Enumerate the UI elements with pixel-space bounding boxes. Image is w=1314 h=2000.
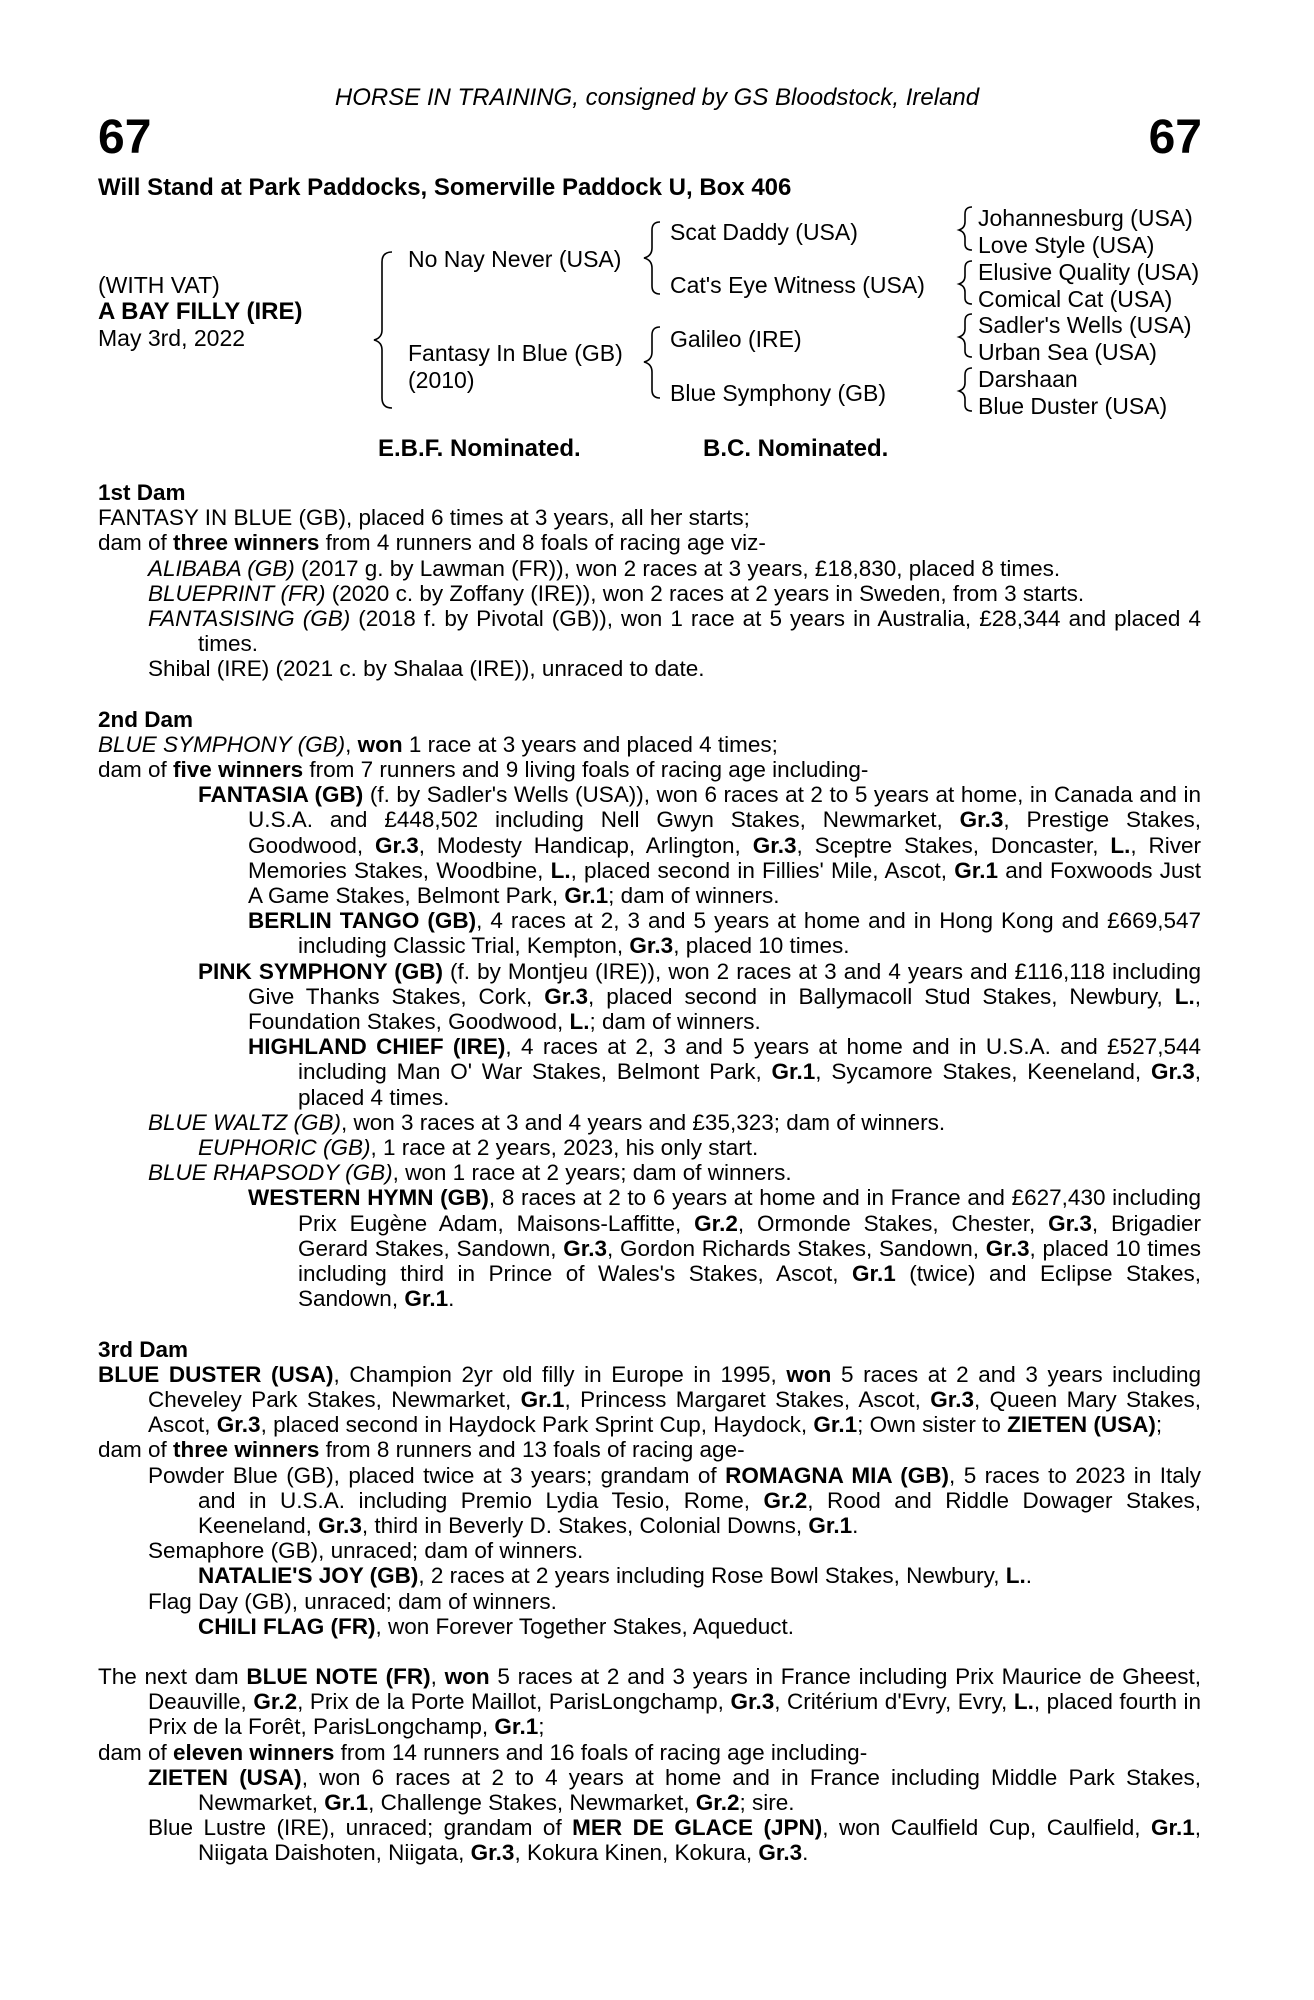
next-dam-line: The next dam BLUE NOTE (FR), won 5 races at 2 and 3 years in France including Prix Maurice de Gheest, Deauville, Gr.2, Prix de la Porte Maillot, ParisLongchamp, Gr.3, Critérium d'Evry, Evry, L., placed fourth in Prix de la Forêt, ParisLongchamp, Gr.1; bbox=[98, 1663, 1202, 1740]
second-dam-line: BLUE SYMPHONY (GB), won 1 race at 3 years and placed 4 times; bbox=[98, 731, 778, 757]
produce-powder-blue: Powder Blue (GB), placed twice at 3 years; grandam of ROMAGNA MIA (GB), 5 races to 2023 in Italy and in U.S.A. including Premio Lydia Tesio, Rome, Gr.2, Rood and Riddle Dowager Stakes, Keeneland, Gr.3, third in Beverly D. Stakes, Colonial Downs, Gr.1. bbox=[148, 1462, 1201, 1538]
bc-nominated: B.C. Nominated. bbox=[703, 435, 889, 462]
dam-sire: Galileo (IRE) bbox=[670, 326, 802, 352]
gg-6: Urban Sea (USA) bbox=[978, 339, 1157, 365]
third-dam-line: BLUE DUSTER (USA), Champion 2yr old filly in Europe in 1995, won 5 races at 2 and 3 years including Cheveley Park Stakes, Newmarket, Gr.1, Princess Margaret Stakes, Ascot, Gr.3, Queen Mary Stakes, Ascot, Gr.3, placed second in Haydock Park Sprint Cup, Haydock, Gr.1; Own sister to ZIETEN (USA); bbox=[98, 1361, 1201, 1438]
gg-3: Elusive Quality (USA) bbox=[978, 259, 1200, 285]
dam-year: (2010) bbox=[408, 367, 475, 393]
horse-name: A BAY FILLY (IRE) bbox=[98, 298, 303, 325]
third-dam-produce-intro: dam of three winners from 8 runners and 13 foals of racing age- bbox=[98, 1437, 745, 1463]
gg-1: Johannesburg (USA) bbox=[978, 205, 1193, 231]
catalogue-body bbox=[98, 480, 1201, 1866]
second-dam-heading: 2nd Dam bbox=[98, 706, 194, 732]
gg-7: Darshaan bbox=[978, 366, 1078, 392]
produce-highland-chief: HIGHLAND CHIEF (IRE), 4 races at 2, 3 and 5 years at home and in U.S.A. and £527,544 including Man O' War Stakes, Belmont Park, Gr.1, Sycamore Stakes, Keeneland, Gr.3, placed 4 times. bbox=[248, 1034, 1201, 1110]
produce-flag-day: Flag Day (GB), unraced; dam of winners. bbox=[148, 1588, 557, 1614]
third-dam-heading: 3rd Dam bbox=[98, 1336, 189, 1362]
stand-location: Will Stand at Park Paddocks, Somerville Paddock U, Box 406 bbox=[98, 174, 792, 201]
produce-fantasia: FANTASIA (GB) (f. by Sadler's Wells (USA)), won 6 races at 2 to 5 years at home, in Canada and in U.S.A. and £448,502 including Nell Gwyn Stakes, Newmarket, Gr.3, Prestige Stakes, Goodwood, Gr.3, Modesty Handicap, Arlington, Gr.3, Sceptre Stakes, Doncaster, L., River Memories Stakes, Woodbine, L., placed second in Fillies' Mile, Ascot, Gr.1 and Foxwoods Just A Game Stakes, Belmont Park, Gr.1; dam of winners. bbox=[198, 782, 1202, 909]
produce-blueprint: BLUEPRINT (FR) (2020 c. by Zoffany (IRE)), won 2 races at 2 years in Sweden, from 3 starts. bbox=[148, 580, 1085, 606]
sire-dam: Cat's Eye Witness (USA) bbox=[670, 272, 925, 298]
produce-western-hymn: WESTERN HYMN (GB), 8 races at 2 to 6 years at home and in France and £627,430 including Prix Eugène Adam, Maisons-Laffitte, Gr.2, Ormonde Stakes, Chester, Gr.3, Brigadier Gerard Stakes, Sandown, Gr.3, Gordon Richards Stakes, Sandown, Gr.3, placed 10 times including third in Prince of Wales's Stakes, Ascot, Gr.1 (twice) and Eclipse Stakes, Sandown, Gr.1. bbox=[248, 1185, 1202, 1312]
produce-shibal: Shibal (IRE) (2021 c. by Shalaa (IRE)), unraced to date. bbox=[148, 656, 705, 682]
produce-natalies-joy: NATALIE'S JOY (GB), 2 races at 2 years including Rose Bowl Stakes, Newbury, L.. bbox=[198, 1563, 1032, 1589]
produce-blue-waltz: BLUE WALTZ (GB), won 3 races at 3 and 4 years and £35,323; dam of winners. bbox=[148, 1109, 946, 1135]
produce-zieten: ZIETEN (USA), won 6 races at 2 to 4 years at home and in France including Middle Park Stakes, Newmarket, Gr.1, Challenge Stakes, Newmarket, Gr.2; sire. bbox=[148, 1764, 1201, 1815]
gg-4: Comical Cat (USA) bbox=[978, 286, 1173, 312]
lot-number-right: 67 bbox=[1148, 111, 1202, 164]
next-dam-produce-intro: dam of eleven winners from 14 runners and 16 foals of racing age including- bbox=[98, 1739, 868, 1765]
second-dam-produce-intro: dam of five winners from 7 runners and 9 living foals of racing age including- bbox=[98, 757, 869, 783]
produce-chili-flag: CHILI FLAG (FR), won Forever Together Stakes, Aqueduct. bbox=[198, 1613, 795, 1639]
produce-semaphore: Semaphore (GB), unraced; dam of winners. bbox=[148, 1538, 584, 1564]
first-dam-line: FANTASY IN BLUE (GB), placed 6 times at 3 years, all her starts; bbox=[98, 505, 750, 531]
sire-name: No Nay Never (USA) bbox=[408, 246, 622, 272]
gg-2: Love Style (USA) bbox=[978, 232, 1155, 258]
ebf-nominated: E.B.F. Nominated. bbox=[378, 435, 581, 462]
produce-pink-symphony: PINK SYMPHONY (GB) (f. by Montjeu (IRE)), won 2 races at 3 and 4 years and £116,118 including Give Thanks Stakes, Cork, Gr.3, placed second in Ballymacoll Stud Stakes, Newbury, L., Foundation Stakes, Goodwood, L.; dam of winners. bbox=[198, 958, 1201, 1035]
vat-note: (WITH VAT) bbox=[98, 272, 220, 298]
horse-dob: May 3rd, 2022 bbox=[98, 325, 246, 351]
lot-number-left: 67 bbox=[98, 111, 152, 164]
produce-fantasising: FANTASISING (GB) (2018 f. by Pivotal (GB)), won 1 race at 5 years in Australia, £28,344 and placed 4 times. bbox=[148, 606, 1201, 657]
gg-5: Sadler's Wells (USA) bbox=[978, 312, 1192, 338]
dam-name: Fantasy In Blue (GB) bbox=[408, 340, 623, 366]
first-dam-heading: 1st Dam bbox=[98, 480, 186, 505]
produce-berlin-tango: BERLIN TANGO (GB), 4 races at 2, 3 and 5 years at home and in Hong Kong and £669,547 including Classic Trial, Kempton, Gr.3, placed 10 times. bbox=[248, 908, 1202, 959]
page-header-title: HORSE IN TRAINING, consigned by GS Bloodstock, Ireland bbox=[334, 84, 980, 111]
produce-blue-lustre: Blue Lustre (IRE), unraced; grandam of MER DE GLACE (JPN), won Caulfield Cup, Caulfield, Gr.1, Niigata Daishoten, Niigata, Gr.3, Kokura Kinen, Kokura, Gr.3. bbox=[148, 1815, 1201, 1866]
sire-sire: Scat Daddy (USA) bbox=[670, 219, 858, 245]
produce-euphoric: EUPHORIC (GB), 1 race at 2 years, 2023, his only start. bbox=[198, 1135, 759, 1161]
first-dam-produce-intro: dam of three winners from 4 runners and 8 foals of racing age viz- bbox=[98, 530, 766, 556]
gg-8: Blue Duster (USA) bbox=[978, 393, 1168, 419]
dam-dam: Blue Symphony (GB) bbox=[670, 380, 887, 406]
produce-blue-rhapsody: BLUE RHAPSODY (GB), won 1 race at 2 years; dam of winners. bbox=[148, 1160, 792, 1186]
produce-alibaba: ALIBABA (GB) (2017 g. by Lawman (FR)), won 2 races at 3 years, £18,830, placed 8 times. bbox=[148, 555, 1061, 581]
